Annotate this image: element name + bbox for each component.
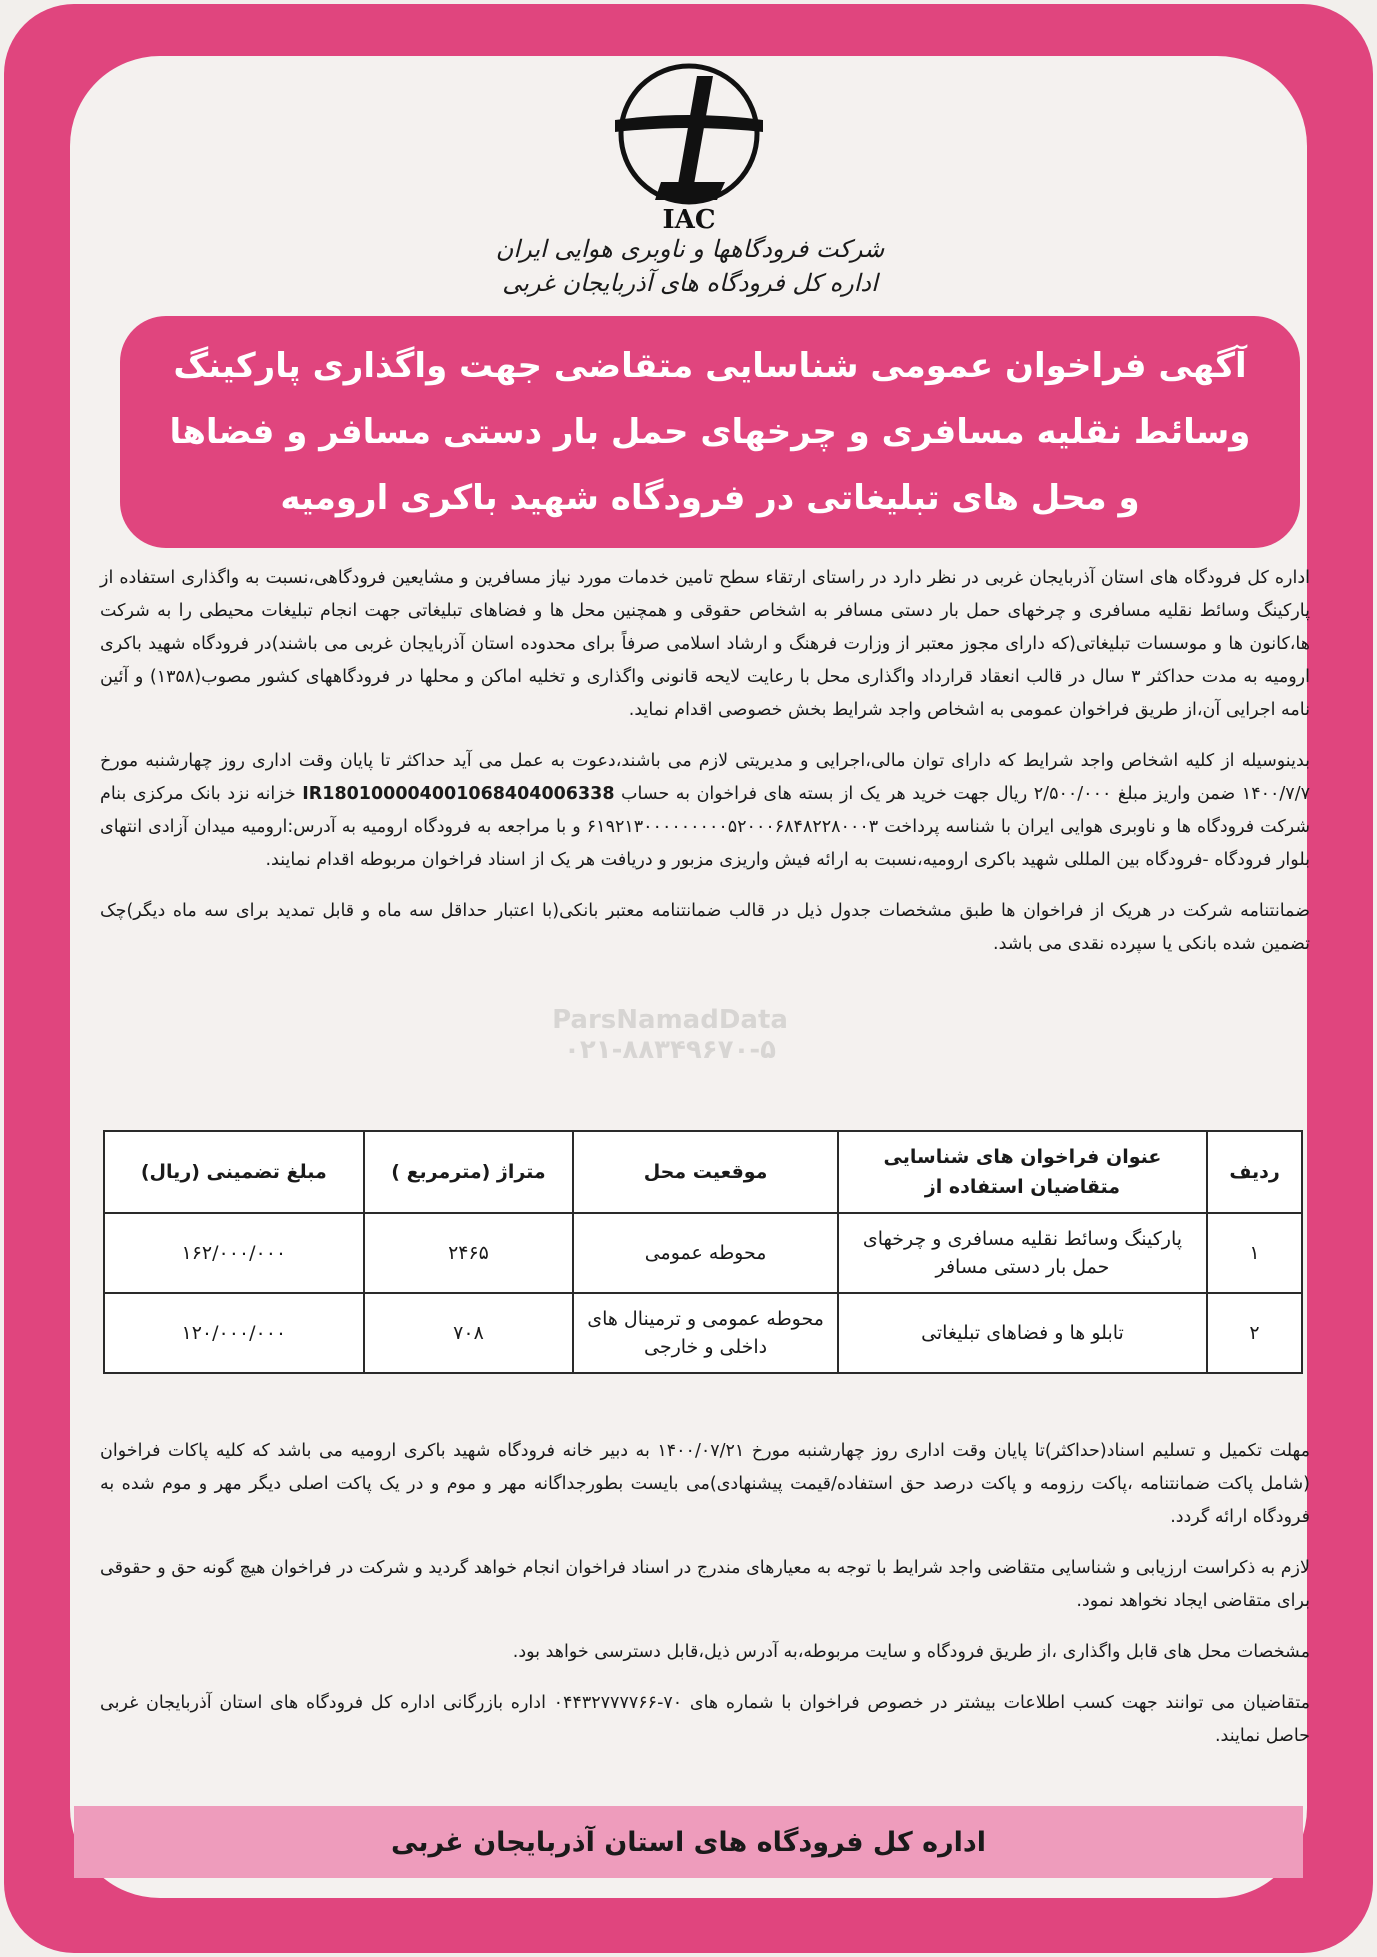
watermark-brand: ParsNamadData bbox=[552, 1005, 788, 1035]
cell-area: ۲۴۶۵ bbox=[364, 1213, 574, 1293]
header-title: عنوان فراخوان های شناسایی متقاضیان استفاده از bbox=[838, 1131, 1207, 1213]
tender-table-wrapper bbox=[103, 1130, 1303, 1374]
intro-paragraph: اداره کل فرودگاه های استان آذربایجان غربی در نظر دارد در راستای ارتقاء سطح تامین خدمات مورد نیاز مسافرین و مشایعین فرودگاهی،نسبت به واگذاری استفاده از پارکینگ وسائط نقلیه مسافری و چرخهای حمل بار دستی مسافر به اشخاص حقوقی و همچنین محل ها و فضاهای تبلیغاتی جهت انجام تبلیغات محیطی را به شرکت ها،کانون ها و موسسات تبلیغاتی(که دارای مجوز معتبر از وزارت فرهنگ و ارشاد اسلامی صرفاً برای محدوده استان آذربایجان غربی می باشند)در فرودگاه شهید باکری ارومیه به مدت حداکثر ۳ سال در قالب انعقاد قرارداد واگذاری محل با رعایت لایحه قانونی واگذاری و تخلیه اماکن و محلها در فرودگاههای کشور مصوب(۱۳۵۸) و آئین نامه اجرایی آن،از طریق فراخوان عمومی به اشخاص واجد شرایط بخش خصوصی اقدام نماید. bbox=[100, 568, 1310, 720]
header-guarantee: مبلغ تضمینی (ریال) bbox=[104, 1131, 364, 1213]
notice-body bbox=[100, 562, 1310, 979]
cell-guarantee: ۱۲۰/۰۰۰/۰۰۰ bbox=[104, 1293, 364, 1373]
evaluation-paragraph: لازم به ذکراست ارزیابی و شناسایی متقاضی واجد شرایط با توجه به معیارهای مندرج در اسناد فراخوان انجام خواهد گردید و شرکت در فراخوان هیچ گونه حق و حقوقی برای متقاضی ایجاد نخواهد نمود. bbox=[100, 1558, 1310, 1611]
notice-body-after-table bbox=[100, 1435, 1310, 1771]
invitation-text-a: بدینوسیله از کلیه اشخاص واجد شرایط که دارای توان مالی،اجرایی و مدیریتی لازم می باشند،دعوت به عمل می آید حداکثر تا پایان وقت اداری روز چهارشنبه مورخ ۱۴۰۰/۷/۷ ضمن واریز مبلغ ۲/۵۰۰/۰۰۰ ریال جهت خرید هر یک از بسته های فراخوان به حساب bbox=[100, 751, 1310, 804]
notice-title: آگهی فراخوان عمومی شناسایی متقاضی جهت واگذاری پارکینگ وسائط نقلیه مسافری و چرخهای حمل بار دستی مسافر و فضاها و محل های تبلیغاتی در فرودگاه شهید باکری ارومیه bbox=[169, 346, 1251, 518]
table-header-row bbox=[104, 1131, 1302, 1213]
cell-location: محوطه عمومی و ترمینال های داخلی و خارجی bbox=[573, 1293, 838, 1373]
header-area: متراژ (مترمربع ) bbox=[364, 1131, 574, 1213]
table-row bbox=[104, 1213, 1302, 1293]
cell-guarantee: ۱۶۲/۰۰۰/۰۰۰ bbox=[104, 1213, 364, 1293]
title-banner bbox=[120, 316, 1300, 548]
cell-title: تابلو ها و فضاهای تبلیغاتی bbox=[838, 1293, 1207, 1373]
logo-text: IAC bbox=[662, 205, 716, 234]
contact-paragraph: متقاضیان می توانند جهت کسب اطلاعات بیشتر در خصوص فراخوان با شماره های ۷۰-۰۴۴۳۲۷۷۷۷۶۶ اداره بازرگانی اداره کل فرودگاه های استان آذربایجان غربی حاصل نمایند. bbox=[100, 1693, 1310, 1746]
iban-number: IR180100004001068404006338 bbox=[302, 784, 615, 804]
department-name: اداره کل فرودگاه های آذربایجان غربی bbox=[502, 269, 878, 297]
deadline-paragraph: مهلت تکمیل و تسلیم اسناد(حداکثر)تا پایان وقت اداری روز چهارشنبه مورخ ۱۴۰۰/۰۷/۲۱ به دبیر خانه فرودگاه شهید باکری ارومیه می باشد که کلیه پاکات فراخوان (شامل پاکت ضمانتنامه ،پاکت رزومه و پاکت درصد حق استفاده/قیمت پیشنهادی)می بایست بطورجداگانه مهر و موم و در یک پاکت اصلی دیگر مهر و موم شده به فرودگاه ارائه گردد. bbox=[100, 1441, 1310, 1527]
header-location: موقعیت محل bbox=[573, 1131, 838, 1213]
table-row bbox=[104, 1293, 1302, 1373]
iac-logo-icon bbox=[585, 58, 793, 234]
cell-row-no: ۲ bbox=[1207, 1293, 1302, 1373]
footer-org-name: اداره کل فرودگاه های استان آذربایجان غربی bbox=[391, 1826, 986, 1858]
footer-band bbox=[74, 1806, 1303, 1878]
cell-title: پارکینگ وسائط نقلیه مسافری و چرخهای حمل بار دستی مسافر bbox=[838, 1213, 1207, 1293]
company-name: شرکت فرودگاهها و ناوبری هوایی ایران bbox=[495, 235, 885, 263]
cell-row-no: ۱ bbox=[1207, 1213, 1302, 1293]
org-name-block bbox=[430, 232, 950, 300]
guarantee-paragraph: ضمانتنامه شرکت در هریک از فراخوان ها طبق مشخصات جدول ذیل در قالب ضمانتنامه معتبر بانکی(با اعتبار حداقل سه ماه و قابل تمدید برای سه ماه دیگر)چک تضمین شده بانکی یا سپرده نقدی می باشد. bbox=[100, 901, 1310, 954]
cell-location: محوطه عمومی bbox=[573, 1213, 838, 1293]
header-row-no: ردیف bbox=[1207, 1131, 1302, 1213]
tender-table bbox=[103, 1130, 1303, 1374]
invitation-paragraph bbox=[100, 745, 1310, 877]
specs-paragraph: مشخصات محل های قابل واگذاری ،از طریق فرودگاه و سایت مربوطه،به آدرس ذیل،قابل دسترسی خواهد بود. bbox=[512, 1642, 1310, 1662]
cell-area: ۷۰۸ bbox=[364, 1293, 574, 1373]
invitation-text-b: خزانه نزد بانک مرکزی بنام شرکت فرودگاه ها و ناوبری هوایی ایران با شناسه پرداخت ۶۱۹۲۱۳۰۰۰۰۰۰۰۰۰۵۲۰۰۰۶۸۴۸۲۲۸۰۰۰۳ و با مراجعه به فرودگاه ارومیه به آدرس:ارومیه میدان آزادی انتهای بلوار فرودگاه -فرودگاه بین المللی شهید باکری ارومیه،نسبت به ارائه فیش واریزی مزبور و دریافت هر یک از اسناد فراخوان مربوطه اقدام نمایند. bbox=[100, 784, 1310, 870]
watermark-phone: ۰۲۱-۸۸۳۴۹۶۷۰-۵ bbox=[563, 1035, 776, 1065]
